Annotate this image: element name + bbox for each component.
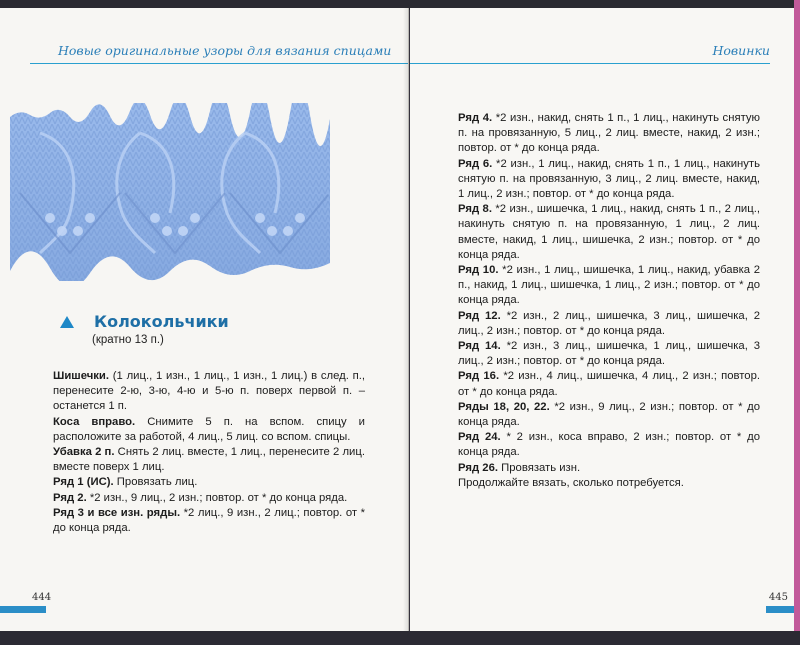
header-rule-left (30, 63, 408, 64)
pattern-title-row (60, 312, 229, 331)
instruction-label: Ряд 3 и все изн. ряды. (53, 506, 181, 519)
instruction-label: Ряд 1 (ИС). (53, 476, 114, 489)
instruction-text: *2 изн., 3 лиц., шишечка, 1 лиц., шишечка, 3 лиц., 2 изн.; повтор. от * до конца ряда. (458, 340, 760, 368)
page-number-left: 444 (32, 592, 52, 603)
instruction-text: *2 лиц., 9 изн., 2 лиц.; повтор. от * до конца ряда. (53, 506, 365, 535)
left-page (0, 8, 409, 632)
closing-note (458, 476, 760, 491)
instruction-text: Продолжайте вязать, сколько потребуется. (458, 476, 684, 489)
instruction-paragraph (458, 339, 760, 369)
instruction-label: Ряд 2. (53, 491, 87, 504)
instruction-label: Ряд 4. (458, 112, 493, 124)
page-number-right: 445 (768, 592, 788, 603)
pattern-multiple: (кратно 13 п.) (92, 334, 164, 346)
instruction-label: Ряд 6. (458, 157, 493, 170)
running-head-right: Новинки (712, 43, 770, 58)
instruction-paragraph (458, 430, 760, 460)
instruction-label: Ряд 14. (458, 340, 501, 353)
instruction-text: *2 изн., 2 лиц., шишечка, 3 лиц., шишечка, 2 лиц., 2 изн.; повтор. от * до конца ряда. (458, 309, 760, 337)
instruction-text: *2 изн., 9 лиц., 2 изн.; повтор. от * до конца ряда. (458, 400, 760, 429)
instruction-paragraph (53, 475, 365, 490)
instruction-text: *2 изн., 1 лиц., накид, снять 1 п., 1 лиц., накинуть снятую п. на провязанную, 3 лиц., 2 лиц. вместе, накид, 1 лиц., 2 изн.; повтор. от * до конца ряда. (458, 157, 760, 201)
instruction-label: Ряд 10. (458, 264, 499, 277)
instruction-paragraph (53, 506, 365, 536)
running-head-left: Новые оригинальные узоры для вязания спицами (58, 43, 392, 58)
instruction-label: Ряд 24. (458, 431, 501, 444)
instruction-label: Ряд 16. (458, 370, 500, 383)
instruction-text: *2 изн., 4 лиц., шишечка, 4 лиц., 2 изн.; повтор. от * до конца ряда. (458, 370, 760, 398)
instruction-paragraph (53, 491, 365, 506)
header-rule-right (410, 63, 770, 64)
instruction-paragraph (53, 369, 365, 415)
right-page (410, 8, 800, 632)
folio-bar-left (0, 606, 46, 613)
instruction-text: * 2 изн., коса вправо, 2 изн.; повтор. от * до конца ряда. (458, 431, 760, 459)
instruction-text: Провязать изн. (498, 461, 581, 474)
instruction-text: Снимите 5 п. на вспом. спицу и расположите за работой, 4 лиц., 5 лиц. со вспом. спицы. (53, 415, 365, 443)
scan-bottom-edge (0, 631, 800, 645)
left-instructions (53, 369, 365, 536)
instruction-label: Ряд 12. (458, 309, 501, 322)
pattern-title: Колокольчики (94, 312, 229, 331)
instruction-text: *2 изн., 9 лиц., 2 изн.; повтор. от * до конца ряда. (86, 491, 348, 504)
right-instructions (458, 111, 760, 491)
instruction-paragraph (458, 369, 760, 399)
cover-edge (794, 0, 800, 645)
instruction-paragraph (53, 445, 365, 475)
instruction-text: *2 изн., 1 лиц., шишечка, 1 лиц., накид, убавка 2 п., накид, 1 лиц., шишечка, 1 лиц., 2 изн.; повтор. от * до конца ряда. (458, 264, 760, 307)
instruction-label: Шишечки. (53, 370, 110, 382)
instruction-paragraph (458, 263, 760, 309)
instruction-paragraph (53, 415, 365, 445)
instruction-text: (1 лиц., 1 изн., 1 лиц., 1 изн., 1 лиц.) в след. п., перенесите 2-ю, 3-ю, 4-ю и 5-ю п. поверх первой п. – останется 1 п. (53, 370, 365, 413)
instruction-paragraph (458, 157, 760, 203)
instruction-text: *2 изн., шишечка, 1 лиц., накид, снять 1 п., 2 лиц., накинуть снятую п. на провязанную, 1 лиц., 2 лиц. вместе, накид, 1 лиц., шишечка, 2 изн.; повтор. от * до конца ряда. (458, 203, 760, 261)
instruction-text: Провязать лиц. (113, 476, 198, 489)
instruction-text: Снять 2 лиц. вместе, 1 лиц., перенесите 2 лиц. вместе поверх 1 лиц. (53, 446, 365, 474)
knitting-swatch-photo (10, 103, 330, 281)
instruction-label: Убавка 2 п. (53, 446, 115, 459)
instruction-paragraph (458, 461, 760, 476)
instruction-label: Коса вправо. (53, 415, 136, 428)
instruction-label: Ряд 26. (458, 461, 498, 474)
instruction-label: Ряд 8. (458, 203, 492, 216)
instruction-paragraph (458, 400, 760, 430)
triangle-bullet-icon (60, 316, 74, 328)
instruction-text: *2 изн., накид, снять 1 п., 1 лиц., накинуть снятую п. на провязанную, 5 лиц., 2 лиц. вместе, накид, 2 изн.; повтор. от * до конца ряда. (458, 112, 760, 155)
instruction-paragraph (458, 309, 760, 339)
instruction-paragraph (458, 202, 760, 263)
instruction-label: Ряды 18, 20, 22. (458, 400, 550, 413)
instruction-paragraph (458, 111, 760, 157)
